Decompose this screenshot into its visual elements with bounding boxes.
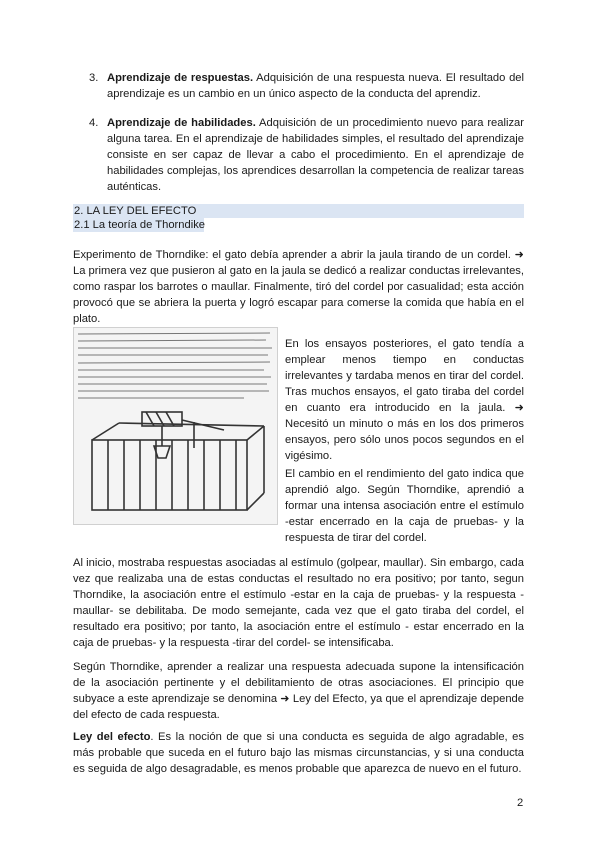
list-number-4: 4.	[89, 117, 99, 129]
according-paragraph: Según Thorndike, aprender a realizar una respuesta adecuada supone la intensificación de la asociación pertinente y el debilitamiento de otras asociaciones. El principio que subyace a este aprendizaje se denomina ➜ Ley del Efecto, ya que el aprendizaje depende del efecto de cada respuesta.	[73, 661, 524, 721]
list-number-3: 3.	[89, 72, 99, 84]
change-paragraph: El cambio en el rendimiento del gato indica que aprendió algo. Según Thorndike, aprendió a formar una intensa asociación entre el estímulo -estar encerrado en la caja de pruebas- y la respuesta de tirar del cordel.	[285, 468, 524, 544]
section-heading: 2. LA LEY DEL EFECTO	[74, 205, 197, 217]
figure-caption-lines	[78, 333, 272, 398]
list-item-3-term: Aprendizaje de respuestas.	[107, 72, 254, 84]
experiment-paragraph: Experimento de Thorndike: el gato debía aprender a abrir la jaula tirando de un cordel. ➜ La primera vez que pusieron al gato en la jaula se dedicó a realizar conductas irrelevantes, como raspar los barrotes o maullar. Finalmente, tiró del cordel por casualidad; esta acción provocó que se abriera la puerta y logró escapar para comerse la comida que había en el plato.	[73, 249, 524, 325]
law-of-effect-term: Ley del efecto	[73, 731, 151, 743]
list-item-4-term: Aprendizaje de habilidades.	[107, 117, 256, 129]
page-number: 2	[517, 797, 524, 809]
list-item-4-text: Adquisición de un procedimiento nuevo para realizar alguna tarea. En el aprendizaje de habilidades simples, el resultado del aprendizaje consiste en ser capaz de llevar a cabo el procedimiento. En el aprendizaje de habilidades complejas, los aprendices desarrollan la competencia de realizar tareas auténticas.	[107, 117, 524, 193]
puzzle-box-figure	[73, 327, 278, 525]
initially-paragraph: Al inicio, mostraba respuestas asociadas al estímulo (golpear, maullar). Sin embargo, cada vez que realizaba una de estas conductas el resultado no era positivo; por tanto, segun Thorndike, la asociación entre el estímulo -estar en la caja de pruebas- y la respuesta -maullar- se debilitaba. De modo semejante, cada vez que el gato tiraba del cordel, el resultado era positivo; por tanto, la asociación entre el estímulo - estar encerrado en la caja de pruebas- y la respuesta -tirar del cordel- se intensificaba.	[73, 557, 524, 649]
puzzle-box-drawing	[92, 412, 264, 510]
later-trials-paragraph: En los ensayos posteriores, el gato tendía a emplear menos tiempo en conductas irrelevantes y tardaba menos en tirar del cordel. Tras muchos ensayos, el gato tiraba del cordel en cuanto era introducido en la jaula. ➜ Necesitó un minuto o más en los dos primeros ensayos, pero sólo unos pocos segundos en el vigésimo.	[285, 338, 524, 462]
list-item-3-text: Adquisición de una respuesta nueva. El resultado del aprendizaje es un cambio en un único aspecto de la conducta del aprendiz.	[107, 72, 524, 100]
law-of-effect-text: . Es la noción de que si una conducta es seguida de algo agradable, es más probable que suceda en el futuro bajo las mismas circunstancias, y si una conducta es seguida de algo desagradable, es menos probable que aparezca de nuevo en el futuro.	[73, 731, 524, 775]
subsection-heading: 2.1 La teoría de Thorndike	[74, 219, 206, 231]
list-item-3	[107, 70, 524, 102]
puzzle-box-illustration	[74, 328, 278, 525]
law-of-effect-paragraph	[73, 729, 524, 777]
list-item-4	[107, 115, 524, 195]
